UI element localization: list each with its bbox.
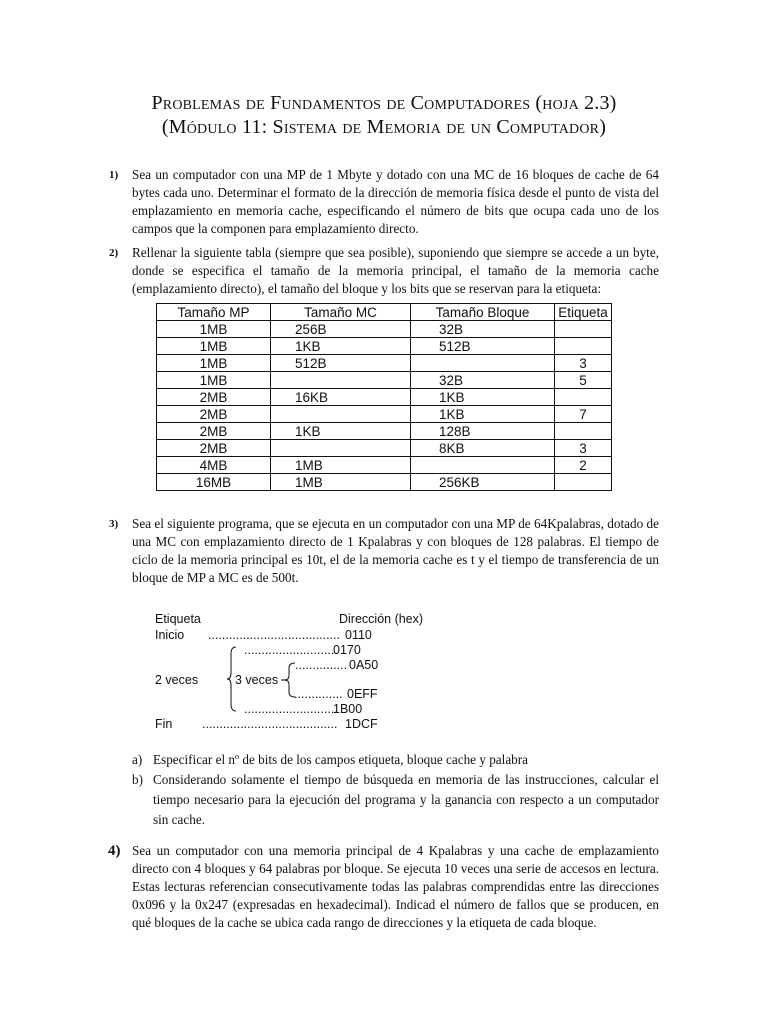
cell-bloque (411, 355, 555, 372)
cell-etiqueta (555, 423, 612, 440)
table-row (157, 372, 612, 389)
table-row (157, 355, 612, 372)
program-col-etiqueta: Etiqueta (155, 612, 201, 626)
cell-mc: 1KB (271, 423, 411, 440)
cell-etiqueta: 3 (555, 355, 612, 372)
table-header-row (157, 304, 612, 321)
cell-mp: 4MB (157, 457, 271, 474)
program-dots-4: .............. (294, 687, 343, 701)
cell-mc: 1MB (271, 457, 411, 474)
program-inicio-dots: ...................................... (208, 628, 340, 642)
cell-etiqueta (555, 321, 612, 338)
cell-etiqueta (555, 474, 612, 491)
table-row (157, 321, 612, 338)
program-addr-0EFF: 0EFF (347, 687, 378, 701)
problem-1-text: Sea un computador con una MP de 1 Mbyte y dotado con una MC de 16 bloques de cache de 64 bytes cada uno. Determinar el formato de la dirección de memoria física desde el punto de vista del emplazamiento en memoria cache, especificando el número de bits que ocupa cada uno de los campos que la componen para emplazamiento directo. (132, 167, 659, 236)
cell-mp: 1MB (157, 338, 271, 355)
cell-mp: 16MB (157, 474, 271, 491)
cell-mc (271, 372, 411, 389)
cell-etiqueta (555, 338, 612, 355)
program-addr-1DCF: 1DCF (345, 717, 378, 731)
table-row (157, 389, 612, 406)
cell-mc: 256B (271, 321, 411, 338)
program-outer-loop-label: 2 veces (155, 673, 199, 687)
header-tamano-bloque: Tamaño Bloque (411, 304, 555, 321)
cell-mc (271, 440, 411, 457)
cell-mc: 1KB (271, 338, 411, 355)
table-row (157, 423, 612, 440)
cell-mp: 2MB (157, 389, 271, 406)
table-row (157, 457, 612, 474)
problem-3-text: Sea el siguiente programa, que se ejecuta en un computador con una MP de 64Kpalabras, dotado de una MC con emplazamiento directo de 1 Kpalabras y con bloques de 128 palabras. El tiempo de ciclo de la memoria principal es 10t, el de la memoria cache es t y el tiempo de transferencia de un bloque de MP a MC es de 500t. (132, 516, 659, 585)
cell-mc: 16KB (271, 389, 411, 406)
program-fin-label: Fin (155, 717, 173, 731)
cell-etiqueta: 3 (555, 440, 612, 457)
cell-mp: 1MB (157, 355, 271, 372)
cell-mp: 2MB (157, 406, 271, 423)
program-inner-loop-label: 3 veces (235, 673, 279, 687)
problem-1-number: 1) (109, 169, 119, 181)
cell-bloque: 1KB (411, 389, 555, 406)
program-addr-0A50: 0A50 (349, 658, 379, 672)
header-tamano-mp: Tamaño MP (157, 304, 271, 321)
header-tamano-mc: Tamaño MC (271, 304, 411, 321)
cell-bloque: 8KB (411, 440, 555, 457)
program-addr-0170: 0170 (333, 643, 361, 657)
cell-bloque: 256KB (411, 474, 555, 491)
header-etiqueta: Etiqueta (555, 304, 612, 321)
cell-mp: 1MB (157, 372, 271, 389)
cell-etiqueta: 5 (555, 372, 612, 389)
cell-mc: 512B (271, 355, 411, 372)
problem-2 (109, 244, 659, 298)
subquestion-b (132, 770, 659, 830)
problem-3-number: 3) (109, 518, 119, 530)
memory-table (156, 303, 612, 491)
program-dots-5: ........................... (244, 702, 338, 716)
subquestion-a-label: a) (132, 752, 143, 767)
program-inicio-label: Inicio (155, 628, 185, 642)
subquestion-b-text: Considerando solamente el tiempo de búsqueda en memoria de las instrucciones, calcular el tiempo necesario para la ejecución del programa y la ganancia con respecto a un computador sin cache. (153, 772, 659, 827)
page-title: Problemas de Fundamentos de Computadores (hoja 2.3) (151, 92, 617, 114)
cell-bloque: 32B (411, 321, 555, 338)
program-addr-0110: 0110 (345, 628, 372, 642)
problem-4 (108, 842, 659, 932)
problem-2-number: 2) (109, 247, 119, 259)
cell-mp: 1MB (157, 321, 271, 338)
subquestion-b-label: b) (132, 772, 143, 787)
cell-etiqueta (555, 389, 612, 406)
subquestion-a-text: Especificar el nº de bits de los campos etiqueta, bloque cache y palabra (153, 752, 529, 767)
page-subtitle: (Módulo 11: Sistema de Memoria de un Computador) (161, 116, 607, 138)
outer-loop-brace (226, 646, 238, 712)
subquestion-a (132, 750, 659, 770)
program-dots-2: ........................... (244, 643, 338, 657)
cell-bloque: 512B (411, 338, 555, 355)
problem-1 (109, 166, 659, 238)
program-col-direccion: Dirección (hex) (339, 612, 424, 626)
cell-bloque: 32B (411, 372, 555, 389)
cell-etiqueta: 2 (555, 457, 612, 474)
table-row (157, 440, 612, 457)
program-fin-dots: ....................................... (202, 717, 338, 731)
cell-mp: 2MB (157, 440, 271, 457)
inner-loop-brace (281, 662, 297, 698)
cell-mp: 2MB (157, 423, 271, 440)
table-row (157, 338, 612, 355)
cell-etiqueta: 7 (555, 406, 612, 423)
problem-2-text: Rellenar la siguiente tabla (siempre que sea posible), suponiendo que siempre se accede a un byte, donde se especifica el tamaño de la memoria principal, el tamaño de la memoria cache (emplazamiento directo), el tamaño del bloque y los bits que se reservan para la etiqueta: (132, 245, 659, 296)
problem-4-number: 4) (108, 843, 121, 859)
cell-mc: 1MB (271, 474, 411, 491)
problem-4-text: Sea un computador con una memoria principal de 4 Kpalabras y una cache de emplazamiento directo con 4 bloques y 64 palabras por bloque. Se ejecuta 10 veces una serie de accesos en lectura. Estas lecturas referencian consecutivamente todas las palabras comprendidas entre las direcciones 0x096 y la 0x247 (expresadas en hexadecimal). Indicad el número de fallos que se producen, en qué bloques de la cache se ubica cada rango de direcciones y la etiqueta de cada bloque. (132, 843, 659, 930)
table-row (157, 474, 612, 491)
table-row (157, 406, 612, 423)
problem-3 (109, 515, 659, 587)
cell-mc (271, 406, 411, 423)
cell-bloque: 1KB (411, 406, 555, 423)
cell-bloque: 128B (411, 423, 555, 440)
program-dots-3: ............... (295, 658, 348, 672)
program-addr-1B00: 1B00 (333, 702, 363, 716)
cell-bloque (411, 457, 555, 474)
